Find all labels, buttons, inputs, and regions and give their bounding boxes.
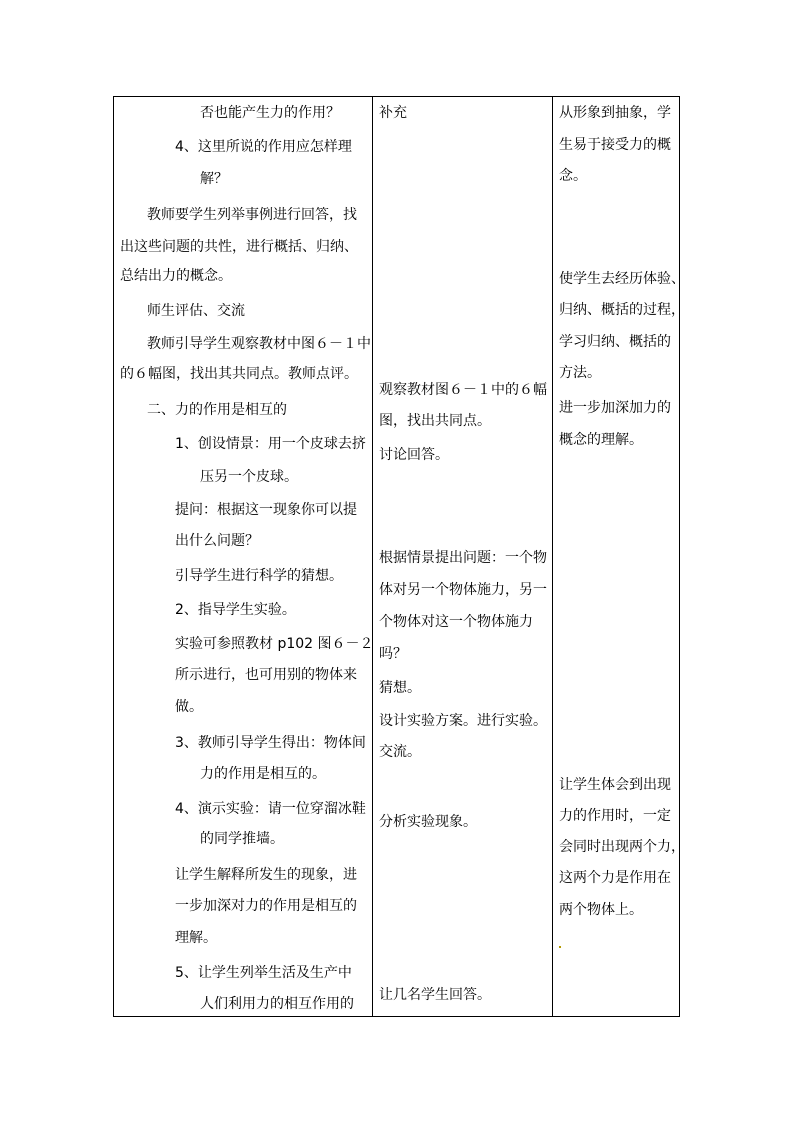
col1-line: 总结出力的概念。 [120, 268, 232, 284]
col2-line: 讨论回答。 [379, 447, 449, 463]
col2-line: 补充 [379, 105, 407, 121]
column-divider-1 [372, 96, 373, 1017]
col3-line: 让学生体会到出现 [559, 777, 671, 793]
col2-line: 个物体对这一个物体施力 [379, 614, 533, 630]
column-divider-2 [552, 96, 553, 1017]
col2-line: 设计实验方案。进行实验。 [379, 713, 547, 729]
col3-line: 生易于接受力的概 [559, 137, 671, 153]
col1-line: 引导学生进行科学的猜想。 [175, 568, 343, 584]
col2-line: 根据情景提出问题：一个物 [379, 550, 547, 566]
col1-line: 一步加深对力的作用是相互的 [175, 898, 357, 914]
col2-line: 吗？ [379, 646, 407, 662]
col3-line: 念。 [559, 168, 587, 184]
col1-line: 提问：根据这一现象你可以提 [175, 502, 357, 518]
col1-line: 做。 [175, 699, 203, 715]
col1-line: 否也能产生力的作用？ [200, 105, 340, 121]
col3-line: 力的作用时，一定 [559, 808, 671, 824]
col1-line: 的６幅图，找出其共同点。教师点评。 [120, 366, 358, 382]
col1-line: 4、演示实验：请一位穿溜冰鞋 [175, 801, 366, 817]
col2-line: 猜想。 [379, 680, 421, 696]
col1-line: 人们利用力的相互作用的 [200, 996, 354, 1012]
col1-line: 所示进行，也可用别的物体来 [175, 667, 357, 683]
col1-line: 2、指导学生实验。 [175, 602, 296, 618]
col2-line: 交流。 [379, 744, 421, 760]
col3-line: 这两个力是作用在 [559, 870, 671, 886]
col1-line: 的同学推墙。 [200, 831, 284, 847]
col3-line: 使学生去经历体验、 [559, 271, 685, 287]
col3-line: 会同时出现两个力， [559, 839, 685, 855]
col3-line: 归纳、概括的过程， [559, 302, 685, 318]
col2-line: 观察教材图６－１中的６幅 [379, 382, 547, 398]
col2-line: 体对另一个物体施力，另一 [379, 582, 547, 598]
col1-line: 4、这里所说的作用应怎样理 [175, 139, 352, 155]
col1-line: 教师引导学生观察教材中图６－１中 [147, 336, 371, 352]
col1-line: 出这些问题的共性，进行概括、归纳、 [120, 239, 358, 255]
col1-line: 解？ [200, 171, 228, 187]
stray-mark [559, 946, 561, 948]
col1-line: 3、教师引导学生得出：物体间 [175, 735, 366, 751]
col1-line: 二、力的作用是相互的 [147, 402, 287, 418]
col1-line: 让学生解释所发生的现象，进 [175, 867, 357, 883]
col3-line: 两个物体上。 [559, 902, 643, 918]
col3-line: 方法。 [559, 365, 601, 381]
col1-line: 教师要学生列举事例进行回答，找 [147, 207, 357, 223]
col1-line: 5、让学生列举生活及生产中 [175, 965, 352, 981]
col2-line: 分析实验现象。 [379, 814, 477, 830]
col2-line: 图，找出共同点。 [379, 413, 491, 429]
col1-line: 压另一个皮球。 [200, 469, 298, 485]
col1-line: 力的作用是相互的。 [200, 766, 326, 782]
col3-line: 从形象到抽象，学 [559, 105, 671, 121]
col3-line: 进一步加深加力的 [559, 400, 671, 416]
col1-line: 师生评估、交流 [147, 303, 245, 319]
col1-line: 1、创设情景：用一个皮球去挤 [175, 436, 366, 452]
col1-line: 理解。 [175, 930, 217, 946]
col2-line: 让几名学生回答。 [379, 987, 491, 1003]
col1-line: 实验可参照教材 p102 图６－２ [175, 636, 374, 652]
col3-line: 学习归纳、概括的 [559, 334, 671, 350]
col3-line: 概念的理解。 [559, 432, 643, 448]
col1-line: 出什么问题？ [175, 533, 259, 549]
